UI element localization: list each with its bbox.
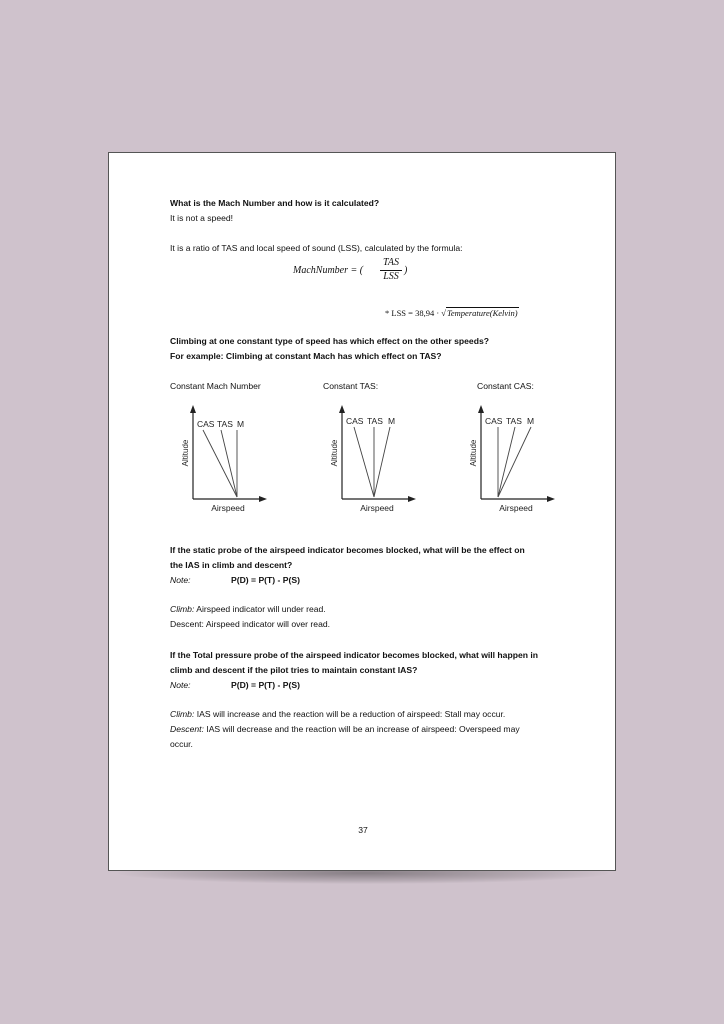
formula-denominator: LSS xyxy=(383,271,399,282)
chart2-title: Constant TAS: xyxy=(323,381,379,391)
q3-heading-2: the IAS in climb and descent? xyxy=(170,560,293,570)
q4-climb xyxy=(170,709,505,720)
y-axis-arrow xyxy=(478,405,484,413)
x-axis-label: Airspeed xyxy=(360,503,394,513)
lss-radicand: Temperature(Kelvin) xyxy=(446,308,518,318)
q3-climb xyxy=(170,604,326,615)
q2-heading-2: For example: Climbing at constant Mach has which effect on TAS? xyxy=(170,351,442,361)
q1-line2: It is a ratio of TAS and local speed of sound (LSS), calculated by the formula: xyxy=(170,243,463,253)
tas-label: TAS xyxy=(217,419,233,429)
tas-label: TAS xyxy=(506,416,522,426)
m-line xyxy=(374,427,390,497)
m-label: M xyxy=(237,419,245,429)
chart1-title: Constant Mach Number xyxy=(170,381,261,391)
q1-heading: What is the Mach Number and how is it calculated? xyxy=(170,198,380,208)
q4-note-label: Note: xyxy=(170,680,191,690)
y-axis-label: Altitude xyxy=(181,439,190,467)
chart-constant-cas xyxy=(465,403,561,515)
q2-heading-1: Climbing at one constant type of speed has which effect on the other speeds? xyxy=(170,336,489,346)
q4-climb-text: IAS will increase and the reaction will be a reduction of airspeed: Stall may occur. xyxy=(194,709,506,719)
x-axis-arrow xyxy=(547,496,555,502)
tas-line xyxy=(498,427,515,497)
page-number: 37 xyxy=(358,825,368,835)
y-axis-label: Altitude xyxy=(330,439,339,467)
x-axis-label: Airspeed xyxy=(211,503,245,513)
q3-climb-label: Climb: xyxy=(170,604,195,614)
y-axis-label: Altitude xyxy=(469,439,478,467)
cas-label: CAS xyxy=(197,419,215,429)
formula-numerator: TAS xyxy=(383,257,399,268)
q4-heading-2: climb and descent if the pilot tries to maintain constant IAS? xyxy=(170,665,418,675)
q4-note-formula: P(D) = P(T) - P(S) xyxy=(231,680,300,690)
m-label: M xyxy=(388,416,396,426)
q3-heading-1: If the static probe of the airspeed indicator becomes blocked, what will be the effect on xyxy=(170,545,525,555)
cas-label: CAS xyxy=(485,416,503,426)
q4-descent-text: IAS will decrease and the reaction will be an increase of airspeed: Overspeed may xyxy=(203,724,520,734)
cas-line xyxy=(354,427,374,497)
q4-climb-label: Climb: xyxy=(170,709,195,719)
cas-line xyxy=(203,430,237,497)
lss-prefix: * LSS = 38,94 · √ xyxy=(385,308,446,318)
y-axis-arrow xyxy=(339,405,345,413)
chart-constant-tas xyxy=(326,403,422,515)
x-axis-arrow xyxy=(408,496,416,502)
q4-descent xyxy=(170,724,520,735)
x-axis-arrow xyxy=(259,496,267,502)
chart3-title: Constant CAS: xyxy=(477,381,534,391)
y-axis-arrow xyxy=(190,405,196,413)
chart-constant-mach xyxy=(177,403,273,515)
q3-descent: Descent: Airspeed indicator will over read. xyxy=(170,619,331,629)
q4-descent-cont: occur. xyxy=(170,739,193,749)
m-label: M xyxy=(527,416,535,426)
q3-note-label: Note: xyxy=(170,575,191,585)
tas-label: TAS xyxy=(367,416,383,426)
x-axis-label: Airspeed xyxy=(499,503,533,513)
q3-note-formula: P(D) = P(T) - P(S) xyxy=(231,575,300,585)
m-line xyxy=(498,427,531,497)
formula-close: ) xyxy=(404,265,408,276)
lss-formula xyxy=(385,307,519,318)
document-page xyxy=(108,152,616,871)
tas-line xyxy=(221,430,237,497)
formula-lhs: MachNumber = ( xyxy=(293,265,364,276)
q4-descent-label: Descent: xyxy=(170,724,204,734)
q1-line1: It is not a speed! xyxy=(170,213,234,223)
q3-climb-text: Airspeed indicator will under read. xyxy=(194,604,326,614)
q4-heading-1: If the Total pressure probe of the airspeed indicator becomes blocked, what will happen in xyxy=(170,650,539,660)
cas-label: CAS xyxy=(346,416,364,426)
